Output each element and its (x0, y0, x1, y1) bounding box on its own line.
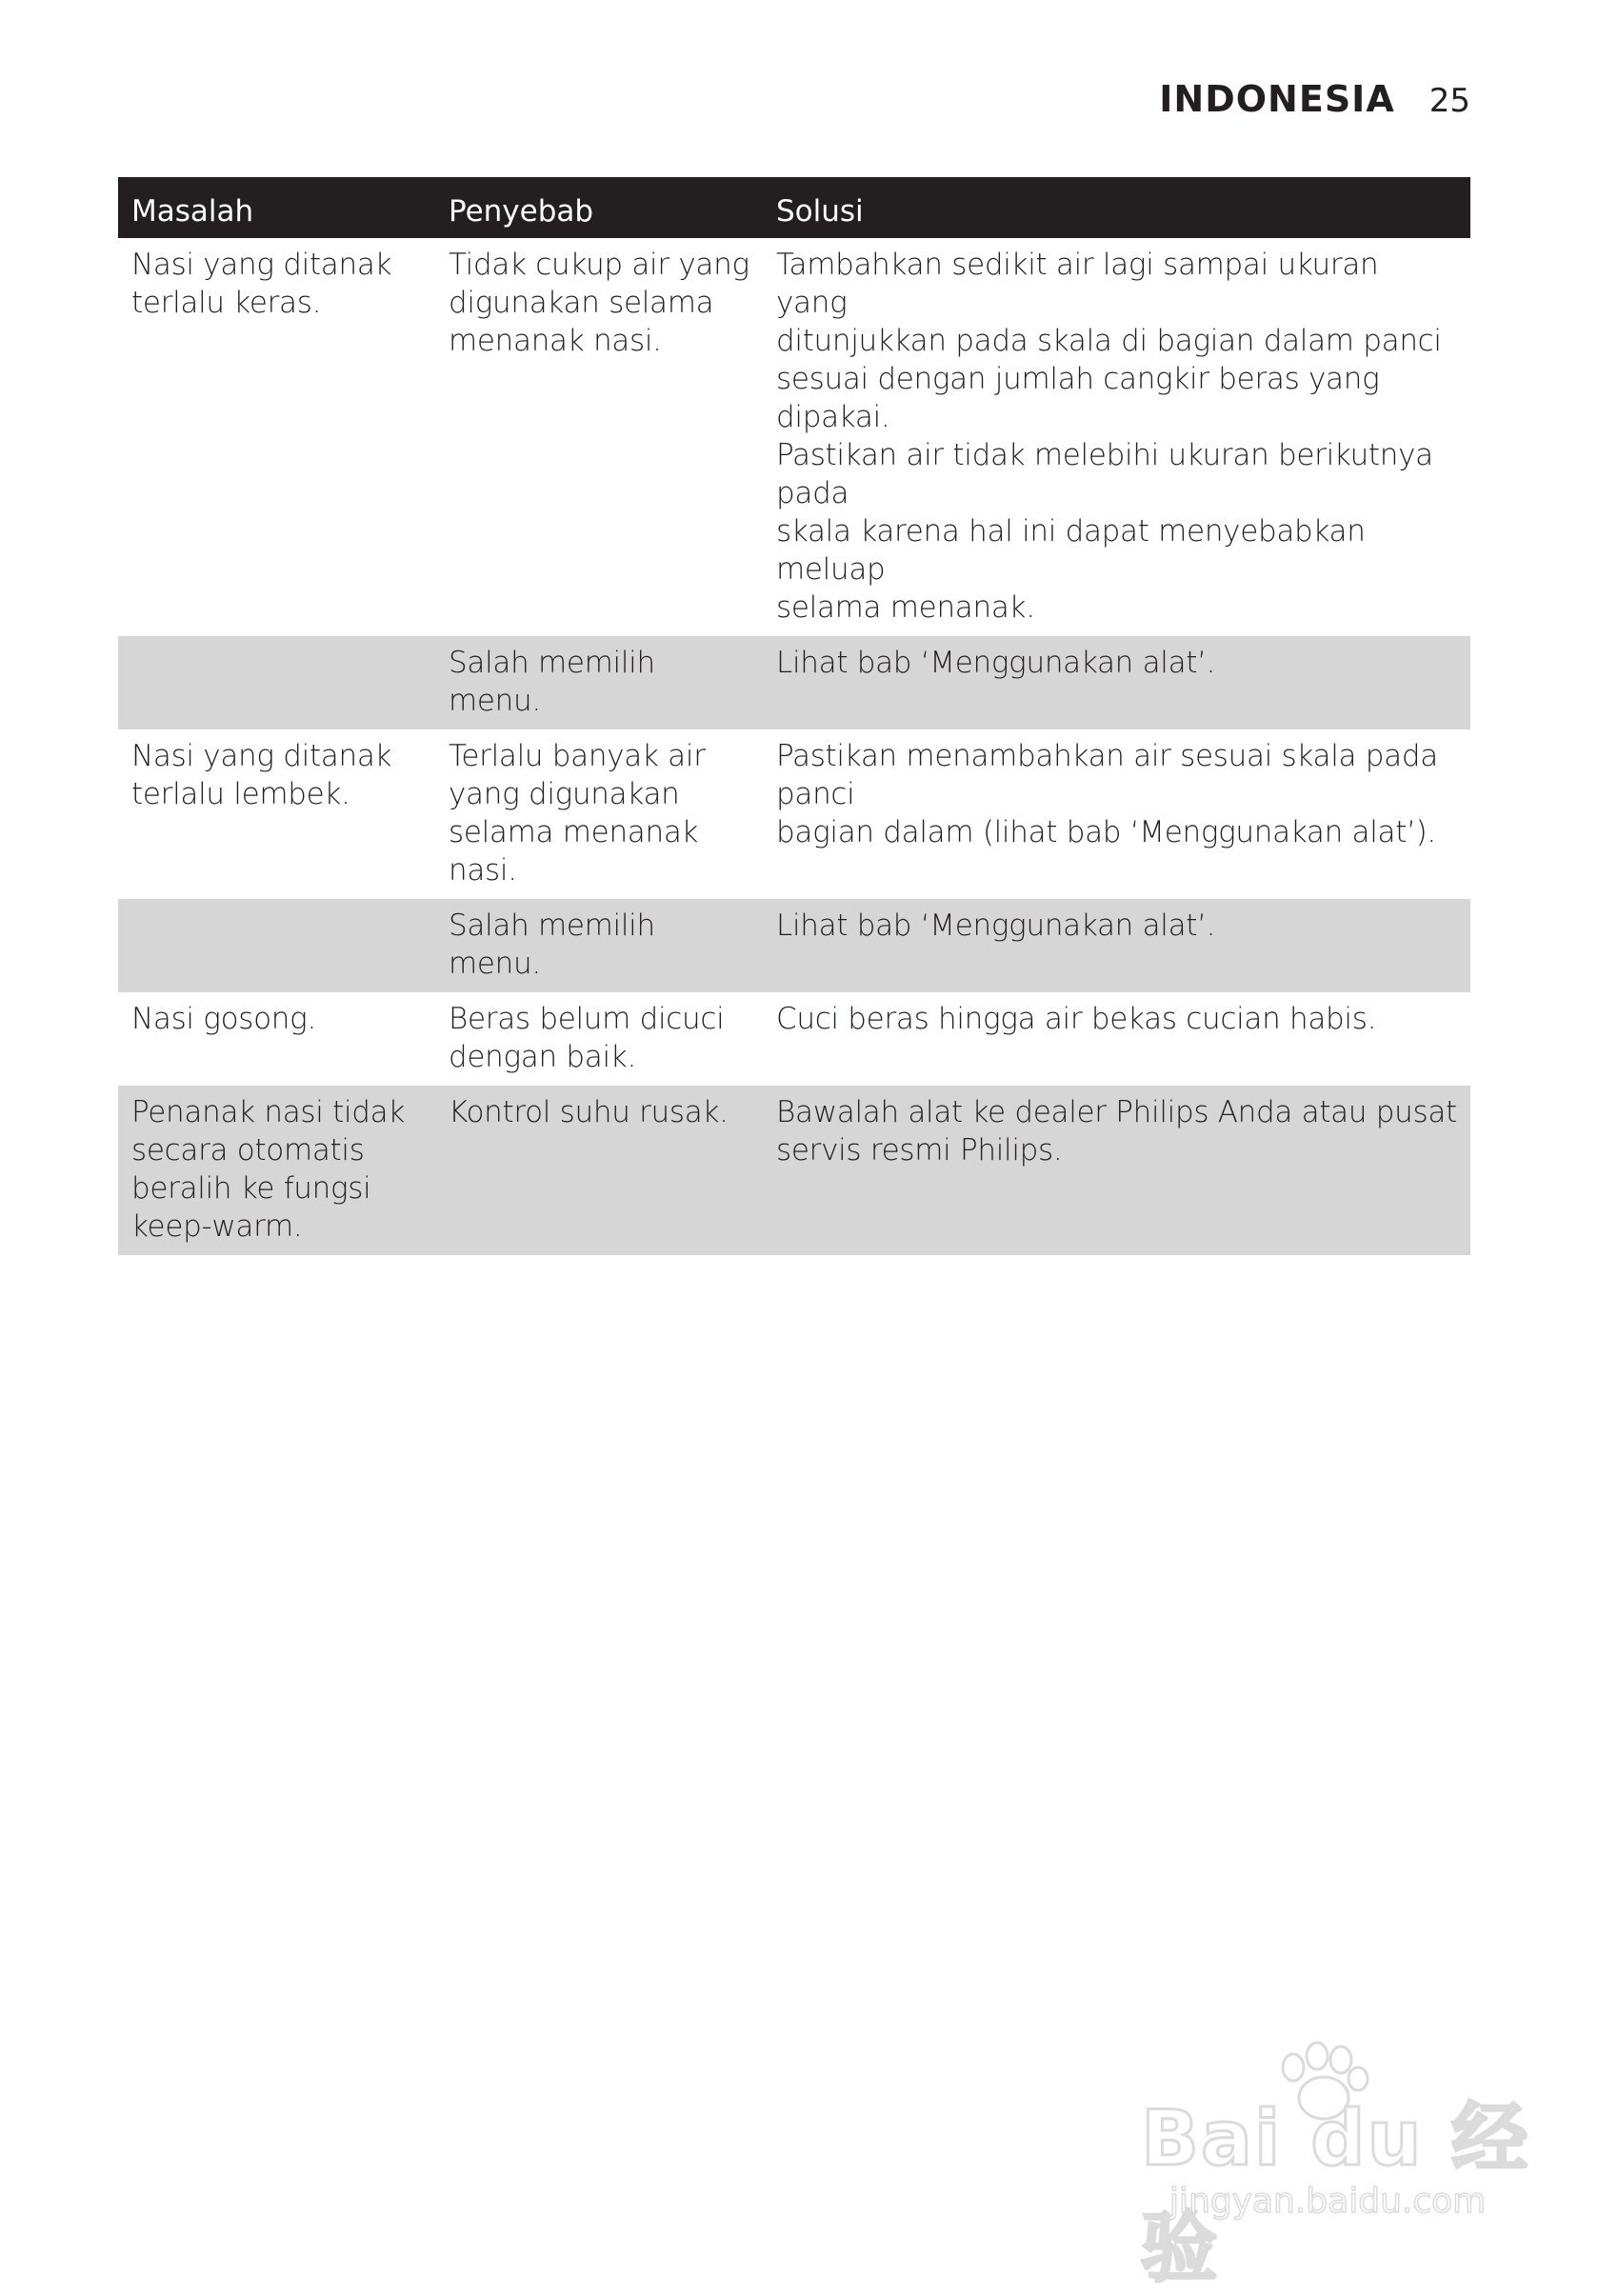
problem-cell: Nasi yang ditanak terlalu keras. (131, 248, 392, 320)
baidu-watermark (1141, 2039, 1541, 2292)
table-row (118, 636, 1470, 729)
column-header-problem: Masalah (118, 177, 435, 238)
table-header-row (118, 177, 1470, 238)
watermark-url: jingyan.baidu.com (1169, 2182, 1487, 2221)
column-header-cause: Penyebab (435, 177, 763, 238)
solution-cell: Pastikan menambahkan air sesuai skala pada panci bagian dalam (lihat bab ‘Menggunakan alat’). (776, 739, 1438, 849)
cause-cell: Tidak cukup air yang digunakan selama menanak nasi. (449, 248, 749, 358)
page-number: 25 (1428, 82, 1470, 120)
solution-cell: Lihat bab ‘Menggunakan alat’. (763, 899, 1470, 992)
problem-cell: Nasi gosong. (131, 1002, 316, 1036)
cause-cell: Terlalu banyak air yang digunakan selama menanak nasi. (449, 739, 706, 888)
watermark-brand: Bai du 经验 (1141, 2094, 1530, 2292)
table-row (118, 729, 1470, 899)
problem-cell: Penanak nasi tidak secara otomatis beralih ke fungsi keep-warm. (118, 1086, 435, 1255)
table-row (118, 238, 1470, 636)
problem-cell (118, 636, 435, 729)
cause-cell: Salah memilih menu. (435, 636, 763, 729)
section-title: INDONESIA (1159, 78, 1395, 120)
page-header (1159, 78, 1470, 120)
solution-cell: Tambahkan sedikit air lagi sampai ukuran yang ditunjukkan pada skala di bagian dalam panci sesuai dengan jumlah cangkir beras yang dipakai. Pastikan air tidak melebihi ukuran berikutnya pada skala karena hal ini dapat menyebabkan meluap selama menanak. (776, 248, 1442, 625)
table-row (118, 1086, 1470, 1255)
problem-cell (118, 899, 435, 992)
solution-cell: Bawalah alat ke dealer Philips Anda atau pusat servis resmi Philips. (763, 1086, 1470, 1255)
cause-cell: Kontrol suhu rusak. (435, 1086, 763, 1255)
solution-cell: Cuci beras hingga air bekas cucian habis. (776, 1002, 1377, 1036)
problem-cell: Nasi yang ditanak terlalu lembek. (131, 739, 392, 811)
troubleshooting-table (118, 177, 1470, 1255)
cause-cell: Salah memilih menu. (435, 899, 763, 992)
table-row (118, 992, 1470, 1086)
cause-cell: Beras belum dicuci dengan baik. (449, 1002, 725, 1074)
table-row (118, 899, 1470, 992)
column-header-solution: Solusi (763, 177, 1470, 238)
solution-cell: Lihat bab ‘Menggunakan alat’. (763, 636, 1470, 729)
